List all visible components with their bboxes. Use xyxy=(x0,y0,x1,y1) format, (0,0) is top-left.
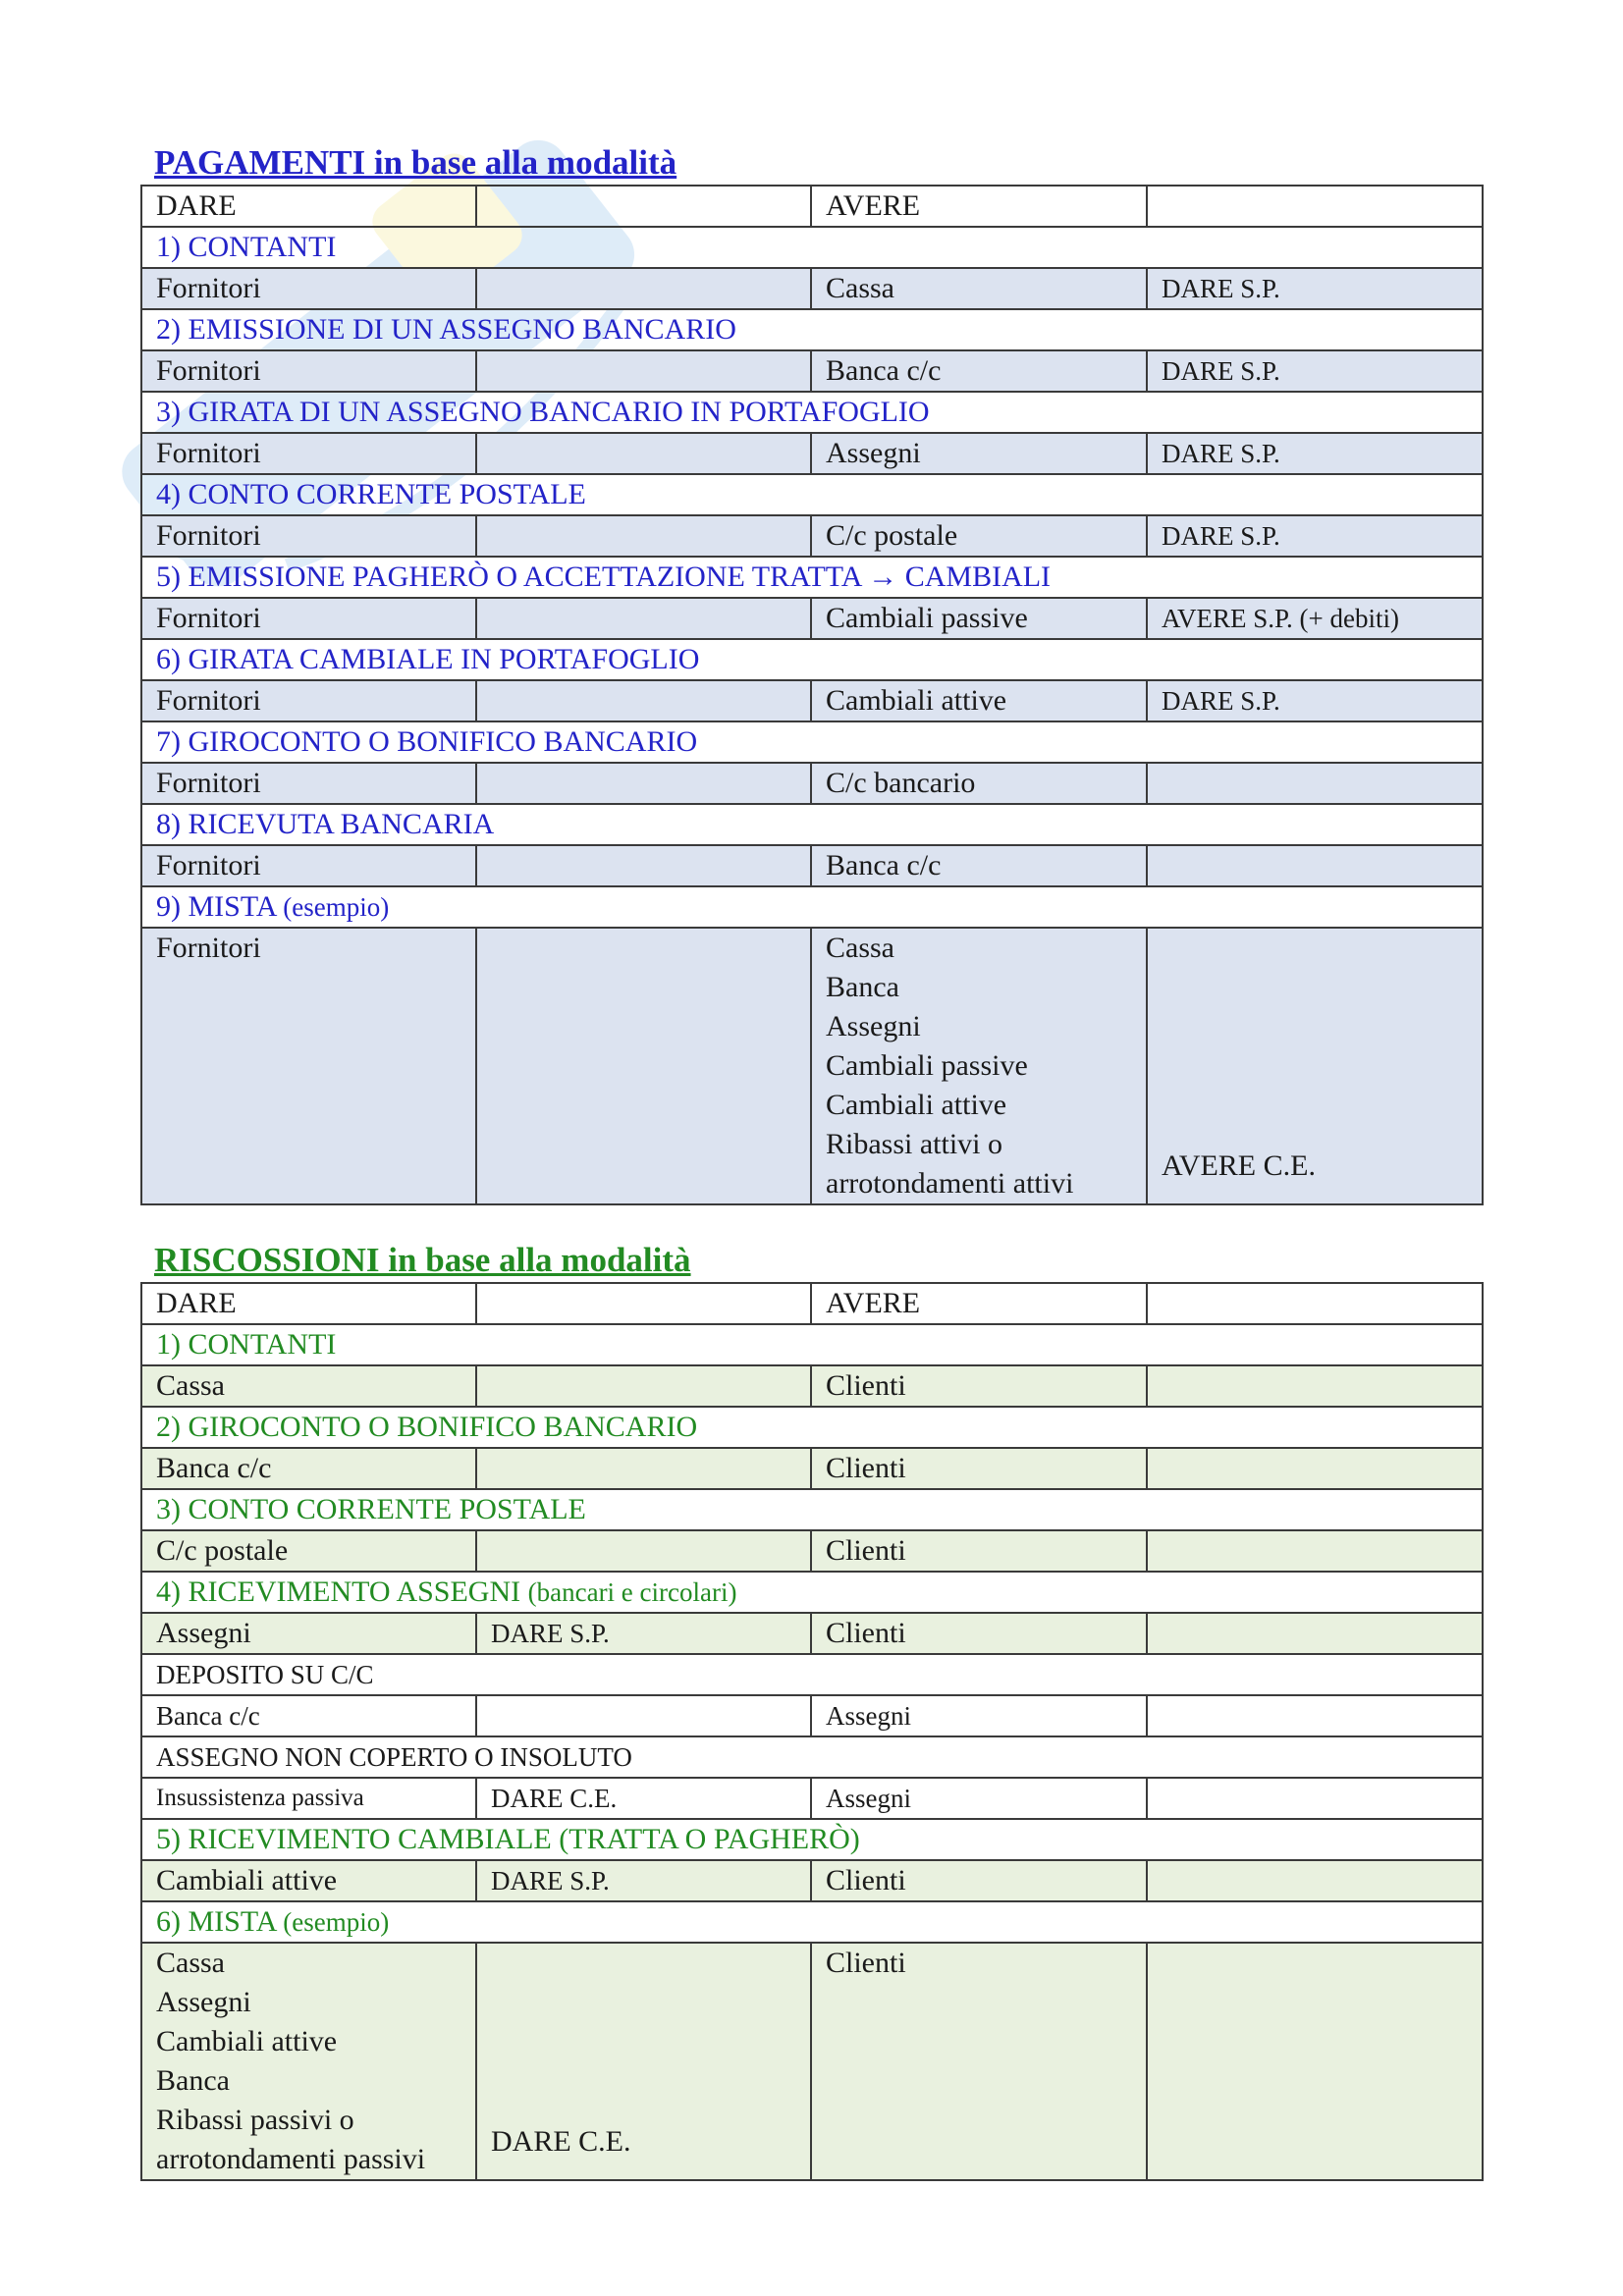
dare-cell: Banca c/c xyxy=(141,1448,476,1489)
table-row xyxy=(141,1448,1483,1489)
group-label: 2) GIROCONTO O BONIFICO BANCARIO xyxy=(141,1407,1483,1448)
table-row xyxy=(141,268,1483,309)
avere-cell: C/c postale xyxy=(811,515,1147,557)
group-label-sub: (esempio) xyxy=(283,1907,390,1937)
dare-cell: Fornitori xyxy=(141,350,476,392)
table-row xyxy=(141,1695,1483,1736)
group-label xyxy=(141,1901,1483,1943)
dare-line: Cambiali attive xyxy=(156,2025,338,2057)
table-row xyxy=(141,1613,1483,1654)
empty-cell xyxy=(1147,1943,1483,2180)
note-cell: DARE S.P. xyxy=(476,1613,811,1654)
avere-cell: Cambiali attive xyxy=(811,680,1147,721)
group-label-main: 6) MISTA xyxy=(156,1905,276,1938)
note-cell: DARE S.P. xyxy=(476,1860,811,1901)
dare-cell: Fornitori xyxy=(141,845,476,886)
dare-cell: Fornitori xyxy=(141,763,476,804)
group-label: 6) GIRATA CAMBIALE IN PORTAFOGLIO xyxy=(141,639,1483,680)
empty-cell xyxy=(476,350,811,392)
empty-cell xyxy=(476,268,811,309)
dare-cell: Fornitori xyxy=(141,433,476,474)
header-dare: DARE xyxy=(141,186,476,227)
empty-cell xyxy=(1147,1778,1483,1819)
table-row xyxy=(141,1365,1483,1407)
empty-cell xyxy=(476,1695,811,1736)
group-label xyxy=(141,1572,1483,1613)
avere-line: Ribassi attivi o xyxy=(826,1128,1002,1160)
note-cell: DARE S.P. xyxy=(1147,515,1483,557)
table-row xyxy=(141,433,1483,474)
header-empty xyxy=(476,1283,811,1324)
header-empty xyxy=(476,186,811,227)
note-cell xyxy=(1147,1530,1483,1572)
empty-cell xyxy=(476,928,811,1204)
empty-cell xyxy=(1147,1695,1483,1736)
group-label: 2) EMISSIONE DI UN ASSEGNO BANCARIO xyxy=(141,309,1483,350)
dare-cell: Assegni xyxy=(141,1613,476,1654)
avere-cell: Clienti xyxy=(811,1943,1147,2180)
table-row xyxy=(141,350,1483,392)
group-label: 5) EMISSIONE PAGHERÒ O ACCETTAZIONE TRATTA → CAMBIALI xyxy=(141,557,1483,598)
avere-cell: Clienti xyxy=(811,1365,1147,1407)
table-row-mista xyxy=(141,928,1483,1204)
table-row xyxy=(141,1778,1483,1819)
avere-cell: Clienti xyxy=(811,1613,1147,1654)
note-cell xyxy=(1147,1448,1483,1489)
table-row-mista xyxy=(141,1943,1483,2180)
table-header-row xyxy=(141,186,1483,227)
header-empty xyxy=(1147,1283,1483,1324)
dare-line: Cassa xyxy=(156,1947,225,1979)
pagamenti-table xyxy=(140,185,1484,1205)
riscossioni-title: RISCOSSIONI in base alla modalità xyxy=(154,1241,691,1279)
dare-cell: Fornitori xyxy=(141,515,476,557)
riscossioni-section xyxy=(140,1241,1482,2181)
note-cell xyxy=(1147,763,1483,804)
avere-cell: Assegni xyxy=(811,433,1147,474)
avere-cell: Cambiali passive xyxy=(811,598,1147,639)
note-cell: DARE S.P. xyxy=(1147,268,1483,309)
note-cell: DARE S.P. xyxy=(1147,350,1483,392)
avere-line: Assegni xyxy=(826,1010,921,1042)
table-row xyxy=(141,1530,1483,1572)
note-cell: AVERE S.P. (+ debiti) xyxy=(1147,598,1483,639)
avere-line: Banca xyxy=(826,971,899,1003)
group-label: 4) CONTO CORRENTE POSTALE xyxy=(141,474,1483,515)
header-avere: AVERE xyxy=(811,186,1147,227)
dare-cell: Insussistenza passiva xyxy=(141,1778,476,1819)
header-dare: DARE xyxy=(141,1283,476,1324)
empty-cell xyxy=(476,845,811,886)
avere-line: Cassa xyxy=(826,932,894,964)
avere-cell: Cassa xyxy=(811,268,1147,309)
group-label: 8) RICEVUTA BANCARIA xyxy=(141,804,1483,845)
group-label: 3) GIRATA DI UN ASSEGNO BANCARIO IN PORTAFOGLIO xyxy=(141,392,1483,433)
empty-cell xyxy=(476,598,811,639)
empty-cell xyxy=(476,1365,811,1407)
group-label-sub: (bancari e circolari) xyxy=(527,1577,737,1607)
avere-line: Cambiali attive xyxy=(826,1089,1007,1121)
sub-label: ASSEGNO NON COPERTO O INSOLUTO xyxy=(141,1736,1483,1778)
avere-line: Cambiali passive xyxy=(826,1049,1028,1082)
dare-line: Banca xyxy=(156,2064,230,2097)
table-row xyxy=(141,598,1483,639)
dare-cell-list xyxy=(141,1943,476,2180)
dare-cell: Fornitori xyxy=(141,680,476,721)
empty-cell xyxy=(1147,1860,1483,1901)
avere-cell: Assegni xyxy=(811,1695,1147,1736)
avere-cell-list xyxy=(811,928,1147,1204)
dare-cell: Cambiali attive xyxy=(141,1860,476,1901)
table-row xyxy=(141,1860,1483,1901)
pagamenti-section xyxy=(140,143,1482,1205)
table-row xyxy=(141,845,1483,886)
note-cell: DARE S.P. xyxy=(1147,680,1483,721)
note-cell: AVERE C.E. xyxy=(1147,928,1483,1204)
avere-cell: Clienti xyxy=(811,1448,1147,1489)
group-label xyxy=(141,886,1483,928)
empty-cell xyxy=(476,1530,811,1572)
avere-cell: Clienti xyxy=(811,1530,1147,1572)
group-label-main: 9) MISTA xyxy=(156,890,276,923)
dare-line: Ribassi passivi o xyxy=(156,2104,354,2136)
pagamenti-title: PAGAMENTI in base alla modalità xyxy=(154,143,677,182)
table-row xyxy=(141,680,1483,721)
empty-cell xyxy=(476,763,811,804)
empty-cell xyxy=(1147,1613,1483,1654)
empty-cell xyxy=(476,680,811,721)
avere-line: arrotondamenti attivi xyxy=(826,1167,1074,1200)
riscossioni-table xyxy=(140,1282,1484,2181)
group-label-main: 4) RICEVIMENTO ASSEGNI xyxy=(156,1575,521,1608)
table-row xyxy=(141,763,1483,804)
dare-cell: Fornitori xyxy=(141,268,476,309)
dare-cell: Cassa xyxy=(141,1365,476,1407)
dare-cell: C/c postale xyxy=(141,1530,476,1572)
group-label: 1) CONTANTI xyxy=(141,1324,1483,1365)
group-label-sub: (esempio) xyxy=(283,892,390,922)
note-cell: DARE C.E. xyxy=(476,1943,811,2180)
header-empty xyxy=(1147,186,1483,227)
table-header-row xyxy=(141,1283,1483,1324)
empty-cell xyxy=(476,515,811,557)
empty-cell xyxy=(476,433,811,474)
dare-line: Assegni xyxy=(156,1986,251,2018)
sub-label: DEPOSITO SU C/C xyxy=(141,1654,1483,1695)
group-label: 3) CONTO CORRENTE POSTALE xyxy=(141,1489,1483,1530)
dare-line: arrotondamenti passivi xyxy=(156,2143,426,2175)
avere-cell: Assegni xyxy=(811,1778,1147,1819)
empty-cell xyxy=(476,1448,811,1489)
note-cell xyxy=(1147,845,1483,886)
avere-cell: C/c bancario xyxy=(811,763,1147,804)
group-label: 1) CONTANTI xyxy=(141,227,1483,268)
group-label: 5) RICEVIMENTO CAMBIALE (TRATTA O PAGHERÒ) xyxy=(141,1819,1483,1860)
dare-cell: Fornitori xyxy=(141,928,476,1204)
header-avere: AVERE xyxy=(811,1283,1147,1324)
table-row xyxy=(141,515,1483,557)
avere-cell: Banca c/c xyxy=(811,350,1147,392)
dare-cell: Fornitori xyxy=(141,598,476,639)
avere-cell: Clienti xyxy=(811,1860,1147,1901)
dare-cell: Banca c/c xyxy=(141,1695,476,1736)
group-label: 7) GIROCONTO O BONIFICO BANCARIO xyxy=(141,721,1483,763)
note-cell: DARE C.E. xyxy=(476,1778,811,1819)
note-cell xyxy=(1147,1365,1483,1407)
avere-cell: Banca c/c xyxy=(811,845,1147,886)
note-cell: DARE S.P. xyxy=(1147,433,1483,474)
